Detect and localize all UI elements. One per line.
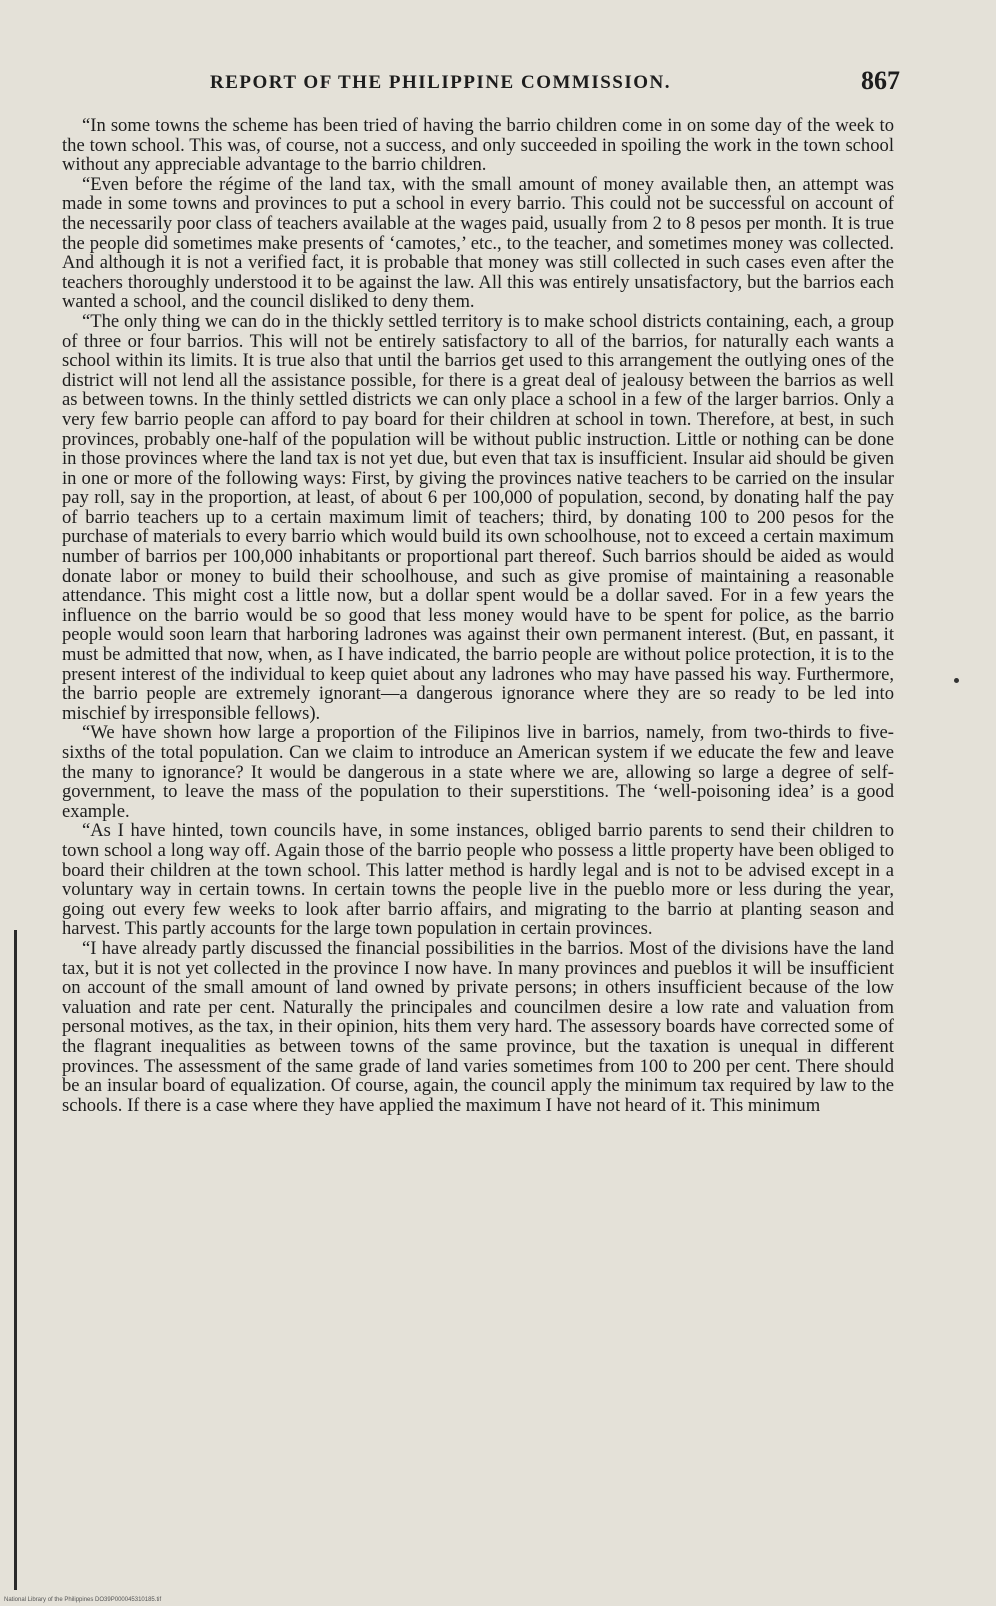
paragraph-land-tax-regime: “Even before the régime of the land tax, with the small amount of money available then, an attempt was made in some towns and provinces to put a school in every barrio. This could not be successful on account of the necessarily poor class of teachers available at the wages paid, usually from 2 to 8 pesos per month. It is true the people did sometimes make presents of ‘camotes,’ etc., to the teacher, and sometimes money was collected. And although it is not a verified fact, it is probable that money was still collected in such cases even after the teachers thoroughly understood it to be against the law. All this was entirely unsatisfactory, but the barrios each wanted a school, and the council disliked to deny them. bbox=[62, 173, 894, 313]
scan-speck bbox=[954, 678, 959, 683]
paragraph-school-districts: “The only thing we can do in the thickly settled territory is to make school districts containing, each, a group of three or four barrios. This will not be entirely satisfactory to all of the barrios, for naturally each wants a school within its limits. It is true also that until the barrios get used to this arrangement the outlying ones of the district will not lend all the assistance possible, for there is a great deal of jealousy between the barrios as well as between towns. In the thinly settled districts we can only place a school in a few of the larger barrios. Only a very few barrio people can afford to pay board for their children at school in town. Therefore, at best, in such provinces, probably one-half of the population will be without public instruction. Little or nothing can be done in those provinces where the land tax is not yet due, but even that tax is insufficient. Insular aid should be given in one or more of the following ways: First, by giving the provinces native teachers to be carried on the insular pay roll, say in the proportion, at least, of about 6 per 100,000 of population, second, by donating half the pay of barrio teachers up to a certain maximum limit of teachers; third, by donating 100 to 200 pesos for the purchase of materials to every barrio which would build its own schoolhouse, not to exceed a certain maximum number of barrios per 100,000 inhabitants or proportional part thereof. Such barrios should be aided as would donate labor or money to build their schoolhouse, and such as give promise of maintaining a reasonable attendance. This might cost a little now, but a dollar spent would be a dollar saved. For in a few years the influence on the barrio would be so good that less money would have to be spent for police, as the barrio people would soon learn that harboring ladrones was against their own permanent interest. (But, en passant, it must be admitted that now, when, as I have indicated, the barrio people are without police protection, it is to the present interest of the individual to keep quiet about any ladrones who may have passed his way. Furthermore, the barrio people are extremely ignorant—a dangerous ignorance where they are so ready to be led into mischief by irresponsible fellows). bbox=[62, 310, 894, 724]
scan-margin-rule bbox=[14, 930, 17, 1590]
paragraph-town-councils: “As I have hinted, town councils have, in some instances, obliged barrio parents to send their children to town school a long way off. Again those of the barrio people who possess a little property have been obliged to board their children at the town school. This latter method is hardly legal and is not to be advised except in a voluntary way in certain towns. In certain towns the people live in the pueblo more or less during the year, going out every few weeks to look after barrio affairs, and migrating to the barrio at planting season and harvest. This partly accounts for the large town population in certain provinces. bbox=[62, 820, 894, 940]
running-title: REPORT OF THE PHILIPPINE COMMISSION. bbox=[210, 72, 672, 93]
paragraph-barrio-children-town-school: “In some towns the scheme has been tried of having the barrio children come in on some day of the week to the town school. This was, of course, not a success, and only succeeded in spoiling the work in the town school without any appreciable advantage to the barrio children. bbox=[62, 115, 894, 176]
paragraph-filipino-proportion: “We have shown how large a proportion of the Filipinos live in barrios, namely, from two-thirds to five-sixths of the total population. Can we claim to introduce an American system if we educate the few and leave the many to ignorance? It would be dangerous in a state where we are, allowing so large a degree of self-government, to leave the mass of the population to their superstitions. The ‘well-poisoning idea’ is a good example. bbox=[62, 722, 894, 822]
page-number: 867 bbox=[861, 66, 900, 95]
body-text bbox=[62, 116, 894, 1115]
scan-footer: National Library of the Philippines DO39P000045310185.tif bbox=[4, 1597, 162, 1603]
paragraph-financial-possibilities: “I have already partly discussed the financial possibilities in the barrios. Most of the divisions have the land tax, but it is not yet collected in the province I now have. In many provinces and pueblos it will be insufficient on account of the small amount of land owned by private persons; in others insufficient because of the low valuation and rate per cent. Naturally the principales and councilmen desire a low rate and valuation from personal motives, as the tax, in their opinion, hits them very hard. The assessory boards have corrected some of the flagrant inequalities as between towns of the same province, but the taxation is unequal in different provinces. The assessment of the same grade of land varies sometimes from 100 to 200 per cent. There should be an insular board of equalization. Of course, again, the council apply the minimum tax required by law to the schools. If there is a case where they have applied the maximum I have not heard of it. This minimum bbox=[62, 937, 894, 1116]
page-header bbox=[210, 62, 900, 102]
